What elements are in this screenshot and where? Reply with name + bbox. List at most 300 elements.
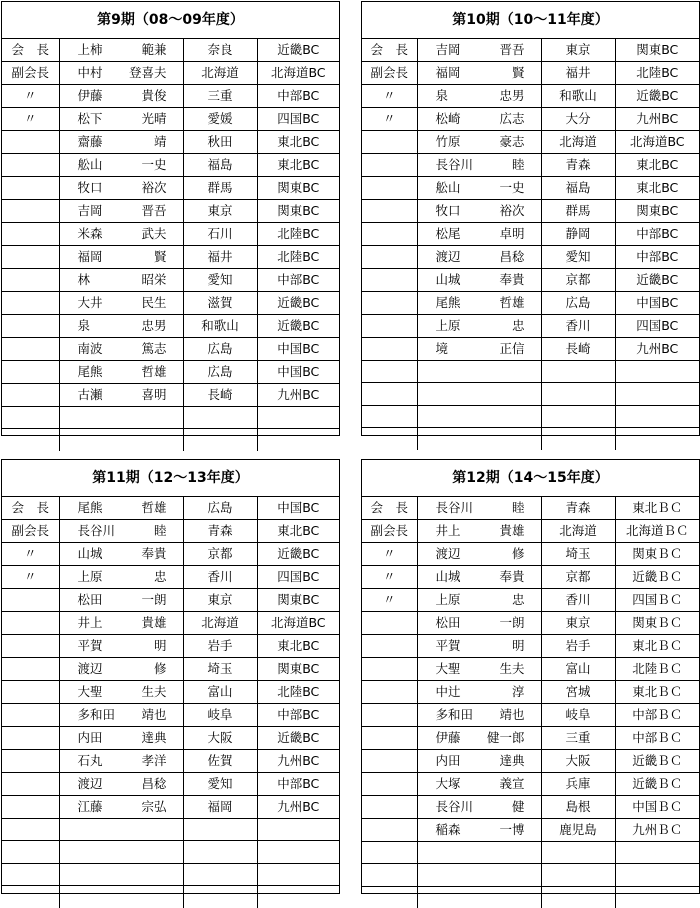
member-row: [2, 841, 339, 863]
region-cell: 北海道BC: [257, 612, 339, 635]
surname: 境: [435, 341, 449, 356]
prefecture-cell: [541, 842, 615, 864]
prefecture-cell: [183, 819, 257, 841]
prefecture-cell: 東京: [541, 612, 615, 635]
surname: 多和田: [77, 707, 116, 722]
member-row: [362, 85, 699, 108]
role-cell: [362, 269, 417, 292]
given-name: 喜明: [141, 387, 167, 402]
term-9-panel: [1, 1, 340, 436]
role-cell: [362, 886, 417, 908]
member-row: [362, 886, 699, 908]
name-cell: [417, 361, 541, 383]
member-row: [2, 62, 339, 85]
member-row: [362, 361, 699, 383]
region-cell: 東北ＢＣ: [615, 635, 699, 658]
member-row: [362, 154, 699, 177]
given-name: 靖也: [141, 707, 167, 722]
prefecture-cell: 三重: [541, 727, 615, 750]
member-table: [2, 39, 339, 451]
role-cell: 会 長: [2, 39, 59, 62]
member-row: [2, 177, 339, 200]
role-cell: [2, 635, 59, 658]
prefecture-cell: [541, 886, 615, 908]
prefecture-cell: 愛媛: [183, 108, 257, 131]
prefecture-cell: 和歌山: [541, 85, 615, 108]
surname: 渡辺: [435, 249, 461, 264]
surname: 伊藤: [435, 730, 461, 745]
prefecture-cell: 秋田: [183, 131, 257, 154]
name-cell: [417, 62, 541, 85]
role-cell: [362, 727, 417, 750]
name-cell: [417, 338, 541, 361]
role-cell: [362, 681, 417, 704]
name-cell: [417, 223, 541, 246]
role-cell: [2, 819, 59, 841]
given-name: 修: [153, 661, 167, 676]
member-row: [362, 727, 699, 750]
name-cell: [417, 842, 541, 864]
prefecture-cell: 福井: [183, 246, 257, 269]
member-row: [2, 566, 339, 589]
name-cell: [59, 292, 183, 315]
region-cell: 中国BC: [257, 361, 339, 384]
region-cell: 東北BC: [257, 131, 339, 154]
name-cell: [417, 269, 541, 292]
surname: 井上: [77, 615, 103, 630]
role-cell: [2, 292, 59, 315]
name-cell: [59, 520, 183, 543]
role-cell: 会 長: [362, 39, 417, 62]
member-row: [2, 635, 339, 658]
region-cell: 関東BC: [257, 177, 339, 200]
role-cell: [2, 269, 59, 292]
name-cell: [59, 681, 183, 704]
name-cell: [417, 796, 541, 819]
name-cell: [417, 520, 541, 543]
member-row: [362, 108, 699, 131]
surname: 齋藤: [77, 134, 103, 149]
prefecture-cell: 静岡: [541, 223, 615, 246]
role-cell: [362, 819, 417, 842]
member-row: [2, 429, 339, 451]
surname: 南波: [77, 341, 103, 356]
given-name: 淳: [511, 684, 525, 699]
role-cell: 副会長: [362, 520, 417, 543]
member-row: [2, 863, 339, 885]
member-row: [362, 750, 699, 773]
prefecture-cell: 富山: [183, 681, 257, 704]
name-cell: [59, 635, 183, 658]
prefecture-cell: [541, 383, 615, 405]
member-row: [2, 338, 339, 361]
prefecture-cell: 香川: [183, 566, 257, 589]
surname: 林: [77, 272, 91, 287]
given-name: 昭栄: [141, 272, 167, 287]
name-cell: [417, 85, 541, 108]
prefecture-cell: 岐阜: [183, 704, 257, 727]
given-name: 明: [511, 638, 525, 653]
role-cell: [362, 405, 417, 427]
name-cell: [417, 39, 541, 62]
given-name: 睦: [153, 523, 167, 538]
name-cell: [59, 863, 183, 885]
surname: 井上: [435, 523, 461, 538]
surname: 福岡: [77, 249, 103, 264]
role-cell: [2, 154, 59, 177]
prefecture-cell: 東京: [541, 39, 615, 62]
surname: 吉岡: [435, 42, 461, 57]
surname: 尾熊: [77, 364, 103, 379]
member-row: [362, 864, 699, 886]
panel-title: 第10期（10〜11年度）: [362, 2, 699, 39]
member-row: [362, 589, 699, 612]
surname: 松下: [77, 111, 103, 126]
prefecture-cell: 群馬: [541, 200, 615, 223]
role-cell: [362, 361, 417, 383]
panel-title: 第12期（14〜15年度）: [362, 460, 699, 497]
region-cell: 北海道ＢＣ: [615, 520, 699, 543]
name-cell: [59, 177, 183, 200]
member-row: [2, 315, 339, 338]
name-cell: [417, 566, 541, 589]
given-name: 一朗: [499, 615, 525, 630]
role-cell: [2, 658, 59, 681]
name-cell: [417, 773, 541, 796]
role-cell: [362, 796, 417, 819]
role-cell: [2, 407, 59, 429]
name-cell: [59, 727, 183, 750]
role-cell: [2, 589, 59, 612]
member-row: [362, 566, 699, 589]
given-name: 達典: [141, 730, 167, 745]
region-cell: 九州BC: [257, 384, 339, 407]
given-name: 一史: [141, 157, 167, 172]
prefecture-cell: 北海道: [183, 612, 257, 635]
term-10-panel: [361, 1, 700, 436]
member-row: [362, 315, 699, 338]
role-cell: 副会長: [2, 62, 59, 85]
name-cell: [417, 864, 541, 886]
region-cell: 北海道BC: [257, 62, 339, 85]
member-row: [2, 727, 339, 750]
member-row: [362, 427, 699, 449]
prefecture-cell: 京都: [541, 269, 615, 292]
given-name: 裕次: [141, 180, 167, 195]
region-cell: 四国BC: [257, 108, 339, 131]
given-name: 健一郎: [486, 730, 525, 745]
name-cell: [59, 566, 183, 589]
given-name: 生夫: [499, 661, 525, 676]
surname: 伊藤: [77, 88, 103, 103]
role-cell: [362, 338, 417, 361]
surname: 泉: [435, 88, 449, 103]
prefecture-cell: 愛知: [183, 269, 257, 292]
surname: 山城: [77, 546, 103, 561]
given-name: 忠: [511, 318, 525, 333]
surname: 竹原: [435, 134, 461, 149]
given-name: 孝洋: [141, 753, 167, 768]
region-cell: 近畿BC: [257, 543, 339, 566]
region-cell: 北海道BC: [615, 131, 699, 154]
given-name: 一朗: [141, 592, 167, 607]
prefecture-cell: 大阪: [541, 750, 615, 773]
given-name: 広志: [499, 111, 525, 126]
name-cell: [59, 543, 183, 566]
prefecture-cell: [541, 427, 615, 449]
region-cell: 近畿BC: [257, 727, 339, 750]
prefecture-cell: 埼玉: [541, 543, 615, 566]
name-cell: [417, 405, 541, 427]
prefecture-cell: 青森: [541, 154, 615, 177]
given-name: 光晴: [141, 111, 167, 126]
region-cell: 近畿BC: [257, 292, 339, 315]
role-cell: [362, 131, 417, 154]
surname: 中辻: [435, 684, 461, 699]
region-cell: [257, 407, 339, 429]
region-cell: 東北BC: [257, 154, 339, 177]
member-row: [2, 200, 339, 223]
member-row: [2, 819, 339, 841]
name-cell: [59, 223, 183, 246]
role-cell: [2, 612, 59, 635]
surname: 長谷川: [435, 500, 474, 515]
prefecture-cell: 岩手: [183, 635, 257, 658]
role-cell: 〃: [362, 589, 417, 612]
region-cell: 東北BC: [257, 520, 339, 543]
given-name: 忠: [511, 592, 525, 607]
prefecture-cell: 兵庫: [541, 773, 615, 796]
role-cell: 〃: [2, 543, 59, 566]
surname: 渡辺: [435, 546, 461, 561]
surname: 牧口: [77, 180, 103, 195]
prefecture-cell: [183, 885, 257, 907]
region-cell: 九州BC: [257, 750, 339, 773]
surname: 江藤: [77, 799, 103, 814]
surname: 上柿: [77, 42, 103, 57]
surname: 米森: [77, 226, 103, 241]
member-row: [362, 246, 699, 269]
term-11-panel: [1, 459, 340, 894]
region-cell: 近畿BC: [615, 85, 699, 108]
member-row: [362, 200, 699, 223]
role-cell: [2, 338, 59, 361]
name-cell: [59, 246, 183, 269]
prefecture-cell: 群馬: [183, 177, 257, 200]
member-row: [2, 85, 339, 108]
member-row: [362, 612, 699, 635]
surname: 尾熊: [435, 295, 461, 310]
region-cell: 北陸BC: [257, 681, 339, 704]
prefecture-cell: [183, 429, 257, 451]
surname: 松田: [77, 592, 103, 607]
member-row: [2, 750, 339, 773]
member-row: [2, 154, 339, 177]
region-cell: 東北ＢＣ: [615, 681, 699, 704]
name-cell: [417, 612, 541, 635]
given-name: 宗弘: [141, 799, 167, 814]
region-cell: 九州BC: [615, 108, 699, 131]
region-cell: 中国ＢＣ: [615, 796, 699, 819]
member-row: [2, 681, 339, 704]
member-row: [2, 269, 339, 292]
region-cell: 九州BC: [257, 796, 339, 819]
prefecture-cell: 北海道: [183, 62, 257, 85]
member-table: [2, 497, 339, 908]
prefecture-cell: 島根: [541, 796, 615, 819]
role-cell: [2, 750, 59, 773]
name-cell: [417, 704, 541, 727]
prefecture-cell: 佐賀: [183, 750, 257, 773]
prefecture-cell: 香川: [541, 315, 615, 338]
name-cell: [59, 497, 183, 520]
given-name: 貴雄: [141, 615, 167, 630]
prefecture-cell: 東京: [183, 589, 257, 612]
prefecture-cell: 和歌山: [183, 315, 257, 338]
member-row: [2, 108, 339, 131]
name-cell: [417, 635, 541, 658]
role-cell: [2, 246, 59, 269]
region-cell: 東北BC: [257, 635, 339, 658]
role-cell: [2, 681, 59, 704]
name-cell: [59, 885, 183, 907]
name-cell: [417, 200, 541, 223]
name-cell: [417, 681, 541, 704]
region-cell: [615, 405, 699, 427]
name-cell: [417, 427, 541, 449]
member-row: [362, 62, 699, 85]
region-cell: [257, 863, 339, 885]
role-cell: [2, 384, 59, 407]
region-cell: 近畿ＢＣ: [615, 750, 699, 773]
name-cell: [59, 750, 183, 773]
role-cell: [362, 223, 417, 246]
role-cell: [362, 177, 417, 200]
prefecture-cell: 奈良: [183, 39, 257, 62]
member-row: [2, 704, 339, 727]
role-cell: [2, 223, 59, 246]
name-cell: [417, 543, 541, 566]
role-cell: 〃: [362, 108, 417, 131]
name-cell: [417, 497, 541, 520]
region-cell: 北陸BC: [615, 62, 699, 85]
surname: 吉岡: [77, 203, 103, 218]
prefecture-cell: 大分: [541, 108, 615, 131]
prefecture-cell: 北海道: [541, 520, 615, 543]
prefecture-cell: [183, 863, 257, 885]
region-cell: 中部BC: [257, 85, 339, 108]
surname: 上原: [435, 318, 461, 333]
region-cell: [615, 886, 699, 908]
role-cell: 会 長: [2, 497, 59, 520]
surname: 石丸: [77, 753, 103, 768]
region-cell: 中部BC: [615, 246, 699, 269]
region-cell: 関東BC: [615, 39, 699, 62]
name-cell: [59, 773, 183, 796]
prefecture-cell: 広島: [183, 338, 257, 361]
prefecture-cell: 北海道: [541, 131, 615, 154]
name-cell: [59, 612, 183, 635]
role-cell: [362, 383, 417, 405]
given-name: 貴俊: [141, 88, 167, 103]
surname: 上原: [435, 592, 461, 607]
region-cell: 中国BC: [257, 497, 339, 520]
region-cell: 中部BC: [257, 269, 339, 292]
name-cell: [417, 131, 541, 154]
region-cell: 中部BC: [615, 223, 699, 246]
given-name: 一史: [499, 180, 525, 195]
role-cell: [362, 612, 417, 635]
name-cell: [417, 727, 541, 750]
name-cell: [59, 338, 183, 361]
prefecture-cell: 京都: [541, 566, 615, 589]
member-row: [362, 681, 699, 704]
prefecture-cell: 宮城: [541, 681, 615, 704]
surname: 大聖: [77, 684, 103, 699]
surname: 大塚: [435, 776, 461, 791]
prefecture-cell: 広島: [183, 497, 257, 520]
surname: 福岡: [435, 65, 461, 80]
panel-title: 第11期（12〜13年度）: [2, 460, 339, 497]
member-row: [2, 885, 339, 907]
name-cell: [59, 819, 183, 841]
region-cell: [615, 427, 699, 449]
member-row: [362, 292, 699, 315]
role-cell: [2, 863, 59, 885]
name-cell: [59, 85, 183, 108]
region-cell: 東北BC: [615, 177, 699, 200]
prefecture-cell: 広島: [183, 361, 257, 384]
role-cell: [2, 773, 59, 796]
member-row: [2, 658, 339, 681]
name-cell: [417, 108, 541, 131]
member-row: [2, 407, 339, 429]
given-name: 一博: [499, 822, 525, 837]
name-cell: [59, 704, 183, 727]
role-cell: [362, 704, 417, 727]
member-row: [2, 543, 339, 566]
surname: 牧口: [435, 203, 461, 218]
prefecture-cell: 石川: [183, 223, 257, 246]
surname: 多和田: [435, 707, 474, 722]
region-cell: 中部ＢＣ: [615, 727, 699, 750]
member-row: [362, 39, 699, 62]
member-row: [362, 131, 699, 154]
member-row: [362, 658, 699, 681]
role-cell: 〃: [362, 543, 417, 566]
given-name: 義宣: [499, 776, 525, 791]
name-cell: [59, 269, 183, 292]
role-cell: 〃: [2, 566, 59, 589]
member-row: [362, 338, 699, 361]
given-name: 睦: [511, 157, 525, 172]
region-cell: 近畿BC: [615, 269, 699, 292]
given-name: 奉貴: [499, 272, 525, 287]
surname: 山城: [435, 569, 461, 584]
region-cell: 北陸ＢＣ: [615, 658, 699, 681]
region-cell: 四国BC: [615, 315, 699, 338]
surname: 長谷川: [77, 523, 116, 538]
member-row: [2, 131, 339, 154]
role-cell: 〃: [2, 108, 59, 131]
role-cell: 〃: [2, 85, 59, 108]
surname: 内田: [77, 730, 103, 745]
name-cell: [59, 131, 183, 154]
prefecture-cell: 東京: [183, 200, 257, 223]
name-cell: [59, 154, 183, 177]
surname: 大聖: [435, 661, 461, 676]
region-cell: [615, 842, 699, 864]
